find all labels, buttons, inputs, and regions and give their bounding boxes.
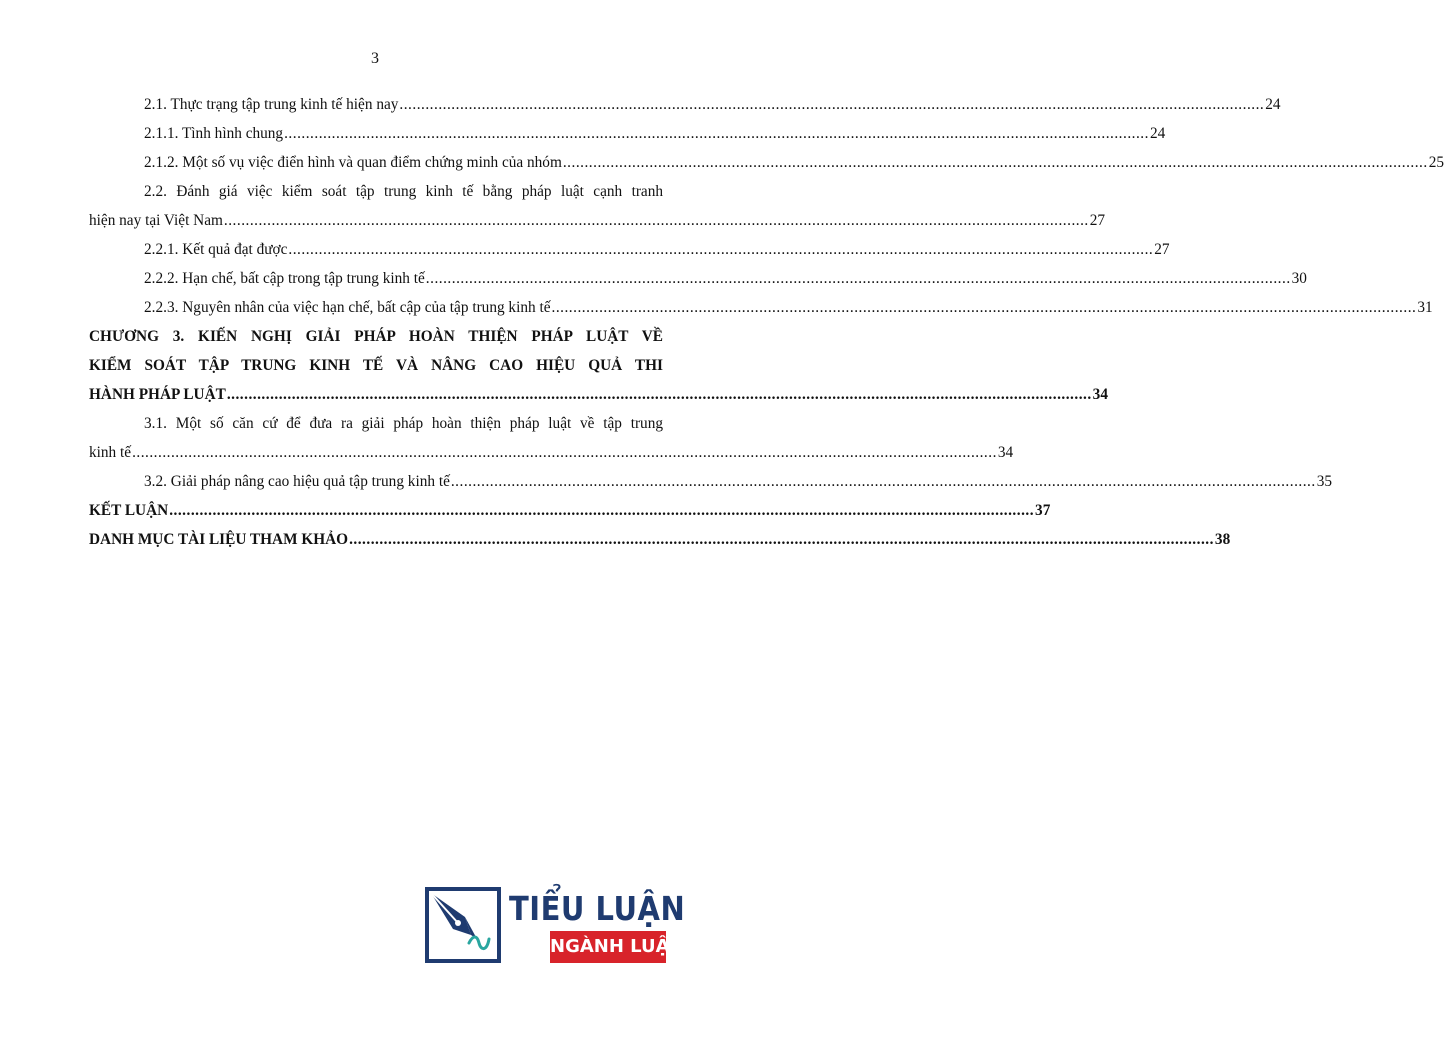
- toc-entry-title-line3: HÀNH PHÁP LUẬT: [89, 386, 226, 403]
- toc-leader: ........................................................................................................................................................................................................: [399, 96, 1265, 113]
- toc-entry-title-line2: hiện nay tại Việt Nam: [89, 212, 223, 229]
- toc-leader: ........................................................................................................................................................................................................: [450, 473, 1316, 490]
- toc-entry-title: 2.1. Thực trạng tập trung kinh tế hiện nay: [144, 96, 399, 113]
- toc-entry-conclusion[interactable]: [89, 496, 1051, 525]
- toc-entry-title: 2.1.1. Tình hình chung: [144, 125, 284, 142]
- toc-leader: ........................................................................................................................................................................................................: [226, 386, 1092, 403]
- toc-leader: ........................................................................................................................................................................................................: [551, 299, 1417, 316]
- toc-entry-3-2[interactable]: [89, 467, 1332, 496]
- toc-entry-page: 31: [1417, 299, 1433, 316]
- toc-entry-title-line1: CHƯƠNG 3. KIẾN NGHỊ GIẢI PHÁP HOÀN THIỆN PHÁP LUẬT VỀ: [89, 328, 663, 345]
- toc-entry-page: 37: [1035, 502, 1051, 519]
- toc-leader: ........................................................................................................................................................................................................: [562, 154, 1428, 171]
- toc-entry-page: 38: [1214, 531, 1231, 548]
- toc-entry-title: 2.1.2. Một số vụ việc điển hình và quan điểm chứng minh của nhóm: [144, 154, 562, 171]
- toc-entry-title: DANH MỤC TÀI LIỆU THAM KHẢO: [89, 531, 349, 548]
- toc-leader: ........................................................................................................................................................................................................: [288, 241, 1154, 258]
- toc-entry-title: KẾT LUẬN: [89, 502, 169, 519]
- toc-entry-references[interactable]: [89, 525, 1231, 554]
- toc-entry-title: 2.2.2. Hạn chế, bất cập trong tập trung kinh tế: [144, 270, 425, 287]
- page-number: 3: [371, 50, 379, 67]
- toc-leader: ........................................................................................................................................................................................................: [223, 212, 1089, 229]
- toc-entry-page: 34: [997, 444, 1014, 461]
- toc-entry-2-2-3[interactable]: [89, 293, 1433, 322]
- toc-leader: ........................................................................................................................................................................................................: [349, 531, 1214, 548]
- toc-entry-2-2[interactable]: [89, 177, 1106, 235]
- toc-entry-title: 2.2.3. Nguyên nhân của việc hạn chế, bất cập của tập trung kinh tế: [144, 299, 551, 316]
- toc-entry-page: 24: [1149, 125, 1166, 142]
- pen-nib-logo-icon: [425, 887, 501, 963]
- toc-leader: ........................................................................................................................................................................................................: [284, 125, 1149, 142]
- toc-leader: ........................................................................................................................................................................................................: [425, 270, 1291, 287]
- toc-entry-page: 34: [1092, 386, 1108, 403]
- toc-leader: ........................................................................................................................................................................................................: [132, 444, 997, 461]
- toc-entry-page: 25: [1428, 154, 1444, 171]
- toc-entry-2-1[interactable]: [89, 90, 1281, 119]
- toc-entry-page: 27: [1089, 212, 1106, 229]
- toc-entry-2-2-2[interactable]: [89, 264, 1307, 293]
- toc-entry-title-line1: 3.1. Một số căn cứ để đưa ra giải pháp hoàn thiện pháp luật về tập trung: [144, 415, 663, 432]
- toc-entry-page: 30: [1291, 270, 1307, 287]
- toc-entry-2-1-2[interactable]: [89, 148, 1444, 177]
- toc-entry-title-line1: 2.2. Đánh giá việc kiểm soát tập trung kinh tế bằng pháp luật cạnh tranh: [144, 183, 663, 200]
- toc-entry-2-2-1[interactable]: [89, 235, 1170, 264]
- toc-leader: ........................................................................................................................................................................................................: [169, 502, 1035, 519]
- toc-entry-title-line2: kinh tế: [89, 444, 132, 461]
- toc-entry-chapter-3[interactable]: [89, 322, 1108, 409]
- toc-entry-page: 35: [1316, 473, 1332, 490]
- toc-entry-page: 24: [1265, 96, 1281, 113]
- watermark-logo: [425, 887, 686, 967]
- logo-subtitle: NGÀNH LUẬT: [550, 936, 682, 957]
- toc-entry-title: 2.2.1. Kết quả đạt được: [144, 241, 288, 258]
- toc-entry-title-line2: KIỂM SOÁT TẬP TRUNG KINH TẾ VÀ NÂNG CAO HIỆU QUẢ THI: [89, 357, 663, 374]
- toc-entry-3-1[interactable]: [89, 409, 1014, 467]
- toc-entry-page: 27: [1154, 241, 1170, 258]
- logo-title: TIỂU LUẬN: [509, 889, 686, 929]
- table-of-contents: [89, 90, 1444, 554]
- toc-entry-2-1-1[interactable]: [89, 119, 1166, 148]
- toc-entry-title: 3.2. Giải pháp nâng cao hiệu quả tập trung kinh tế: [144, 473, 450, 490]
